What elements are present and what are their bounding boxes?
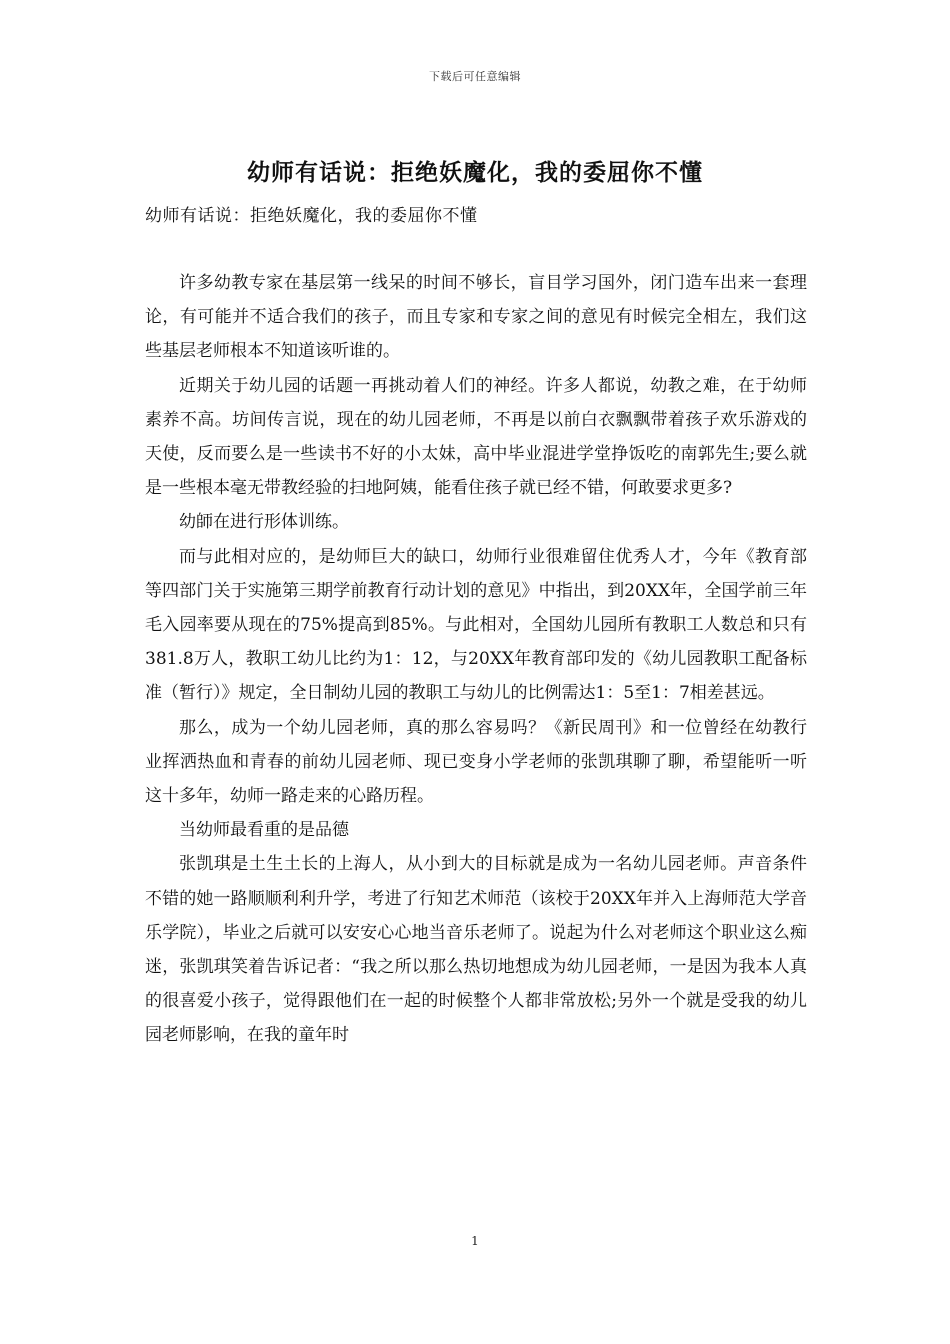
document-title: 幼师有话说：拒绝妖魔化，我的委屈你不懂 [247,159,703,186]
article-body [145,266,807,1053]
section-heading: 当幼师最看重的是品德 [179,820,349,841]
paragraph: 那么，成为一个幼儿园老师，真的那么容易吗？《新民周刊》和一位曾经在幼教行业挥洒热血和青春的前幼儿园老师、现已变身小学老师的张凯琪聊了聊，希望能听一听这十多年，幼师一路走来的心路历程。 [145,717,807,807]
document-subtitle: 幼师有话说：拒绝妖魔化，我的委屈你不懂 [145,206,478,226]
page-header: 下载后可任意编辑 [429,70,521,83]
page-number: 1 [471,1234,479,1248]
photo-caption: 幼師在进行形体训练。 [179,512,349,533]
paragraph: 近期关于幼儿园的话题一再挑动着人们的神经。许多人都说，幼教之难，在于幼师素养不高。坊间传言说，现在的幼儿园老师，不再是以前白衣飘飘带着孩子欢乐游戏的天使，反而要么是一些读书不好的小太妹，高中毕业混进学堂挣饭吃的南郭先生;要么就是一些根本毫无带教经验的扫地阿姨，能看住孩子就已经不错，何敢要求更多? [145,375,807,499]
paragraph: 而与此相对应的，是幼师巨大的缺口，幼师行业很难留住优秀人才，今年《教育部等四部门关于实施第三期学前教育行动计划的意见》中指出，到20XX年，全国学前三年毛入园率要从现在的75%提高到85%。与此相对，全国幼儿园所有教职工人数总和只有381.8万人，教职工幼儿比约为1：12，与20XX年教育部印发的《幼儿园教职工配备标准（暂行）》规定，全日制幼儿园的教职工与幼儿的比例需达1：5至1：7相差甚远。 [145,546,807,704]
paragraph: 张凯琪是土生土长的上海人，从小到大的目标就是成为一名幼儿园老师。声音条件不错的她一路顺顺利利升学，考进了行知艺术师范（该校于20XX年并入上海师范大学音乐学院），毕业之后就可以安安心心地当音乐老师了。说起为什么对老师这个职业这么痴迷，张凯琪笑着告诉记者：“我之所以那么热切地想成为幼儿园老师，一是因为我本人真的很喜爱小孩子，觉得跟他们在一起的时候整个人都非常放松;另外一个就是受我的幼儿园老师影响，在我的童年时 [145,854,807,1046]
paragraph: 许多幼教专家在基层第一线呆的时间不够长，盲目学习国外，闭门造车出来一套理论，有可能并不适合我们的孩子，而且专家和专家之间的意见有时候完全相左，我们这些基层老师根本不知道该听谁的。 [145,273,807,362]
